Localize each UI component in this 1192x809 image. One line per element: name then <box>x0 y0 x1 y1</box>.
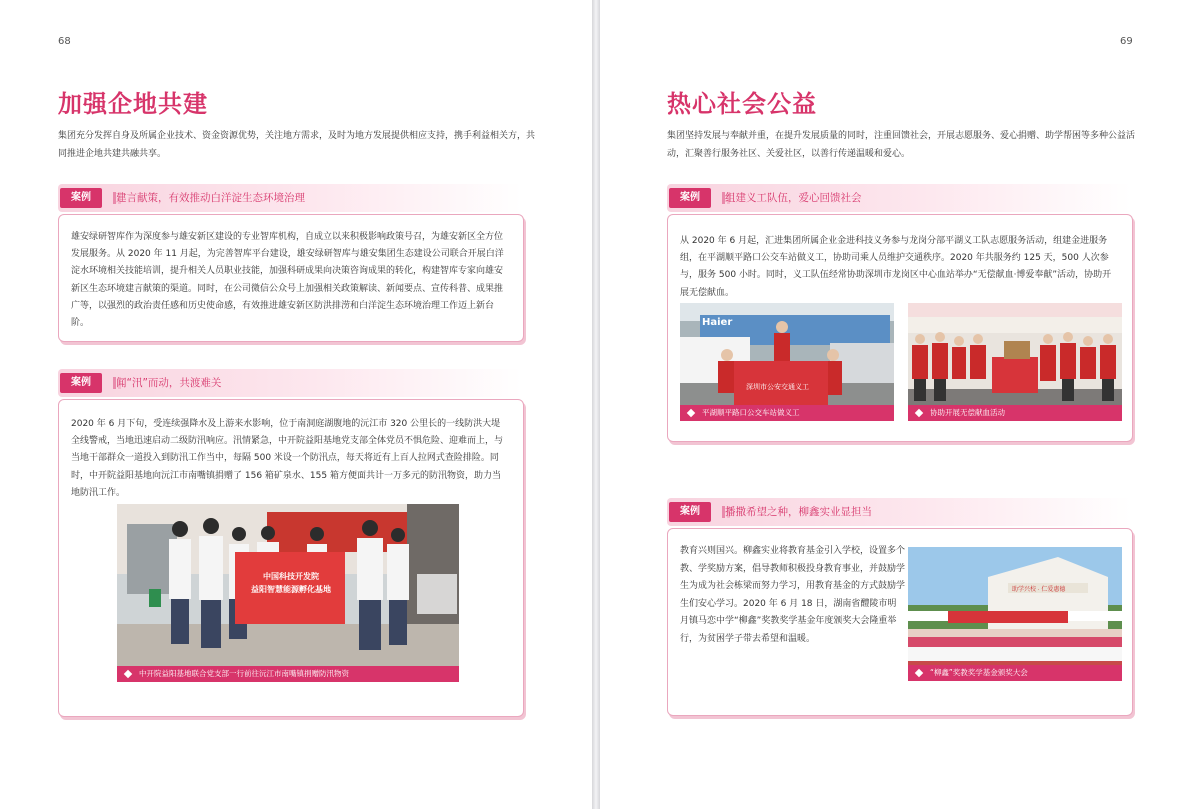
caption-text: 中开院益阳基地联合党支部一行前往沅江市南嘴镇捐赠防汛物资 <box>139 669 349 678</box>
case-box-left-1 <box>58 214 524 342</box>
scholarship-ceremony-photo <box>908 547 1122 681</box>
volunteer-traffic-photo <box>680 303 894 421</box>
banner-line-2: 益阳智慧能源孵化基地 <box>251 585 331 594</box>
left-page <box>0 0 592 809</box>
photo-caption <box>680 405 894 421</box>
svg-text:深圳市公安交通义工: 深圳市公安交通义工 <box>746 384 809 391</box>
haier-sign: Haier <box>702 317 733 328</box>
diamond-icon <box>124 670 132 678</box>
case-title: 播撒希望之种，柳鑫实业显担当 <box>725 506 872 518</box>
case-title: 建言献策，有效推动白洋淀生态环境治理 <box>116 192 305 204</box>
flood-donation-photo <box>117 504 459 682</box>
diamond-icon <box>687 409 695 417</box>
case-header-right-2 <box>667 498 1131 526</box>
photo-caption <box>908 665 1122 681</box>
case-header-right-1 <box>667 184 1131 212</box>
right-page <box>600 0 1192 809</box>
case-title: 闻“汛”而动，共渡难关 <box>116 377 222 389</box>
diamond-icon <box>915 669 923 677</box>
book-spine <box>592 0 600 809</box>
case-title: 组建义工队伍，爱心回馈社会 <box>725 192 862 204</box>
case-tag: 案例 <box>60 373 102 393</box>
case-tag: 案例 <box>669 188 711 208</box>
case-tag: 案例 <box>60 188 102 208</box>
svg-text:助学兴校 · 仁爱惠德: 助学兴校 · 仁爱惠德 <box>1012 587 1066 593</box>
case-header-left-1 <box>58 184 522 212</box>
case-text: 2020 年 6 月下旬，受连续强降水及上游来水影响，位于南洞庭湖腹地的沅江市 320 公里长的一线防洪大堤全线警戒，当地迅速启动二级防汛响应。汛情紧急，中开院益阳基地党支部全体党员不惧危险、迎难而上，与当地干部群众一道投入到防汛工作当中，每隔 500 米设一个防汛点，每天将近有上百人拉网式查险排险。同时，中开院益阳基地向沅江市南嘴镇捐赠了 156 箱矿泉水、155 箱方便面共计一万多元的防汛物资，助力当地防汛工作。 <box>71 419 504 498</box>
photo-caption <box>117 666 459 682</box>
page-number-right: 69 <box>1120 36 1133 47</box>
caption-text: “柳鑫”奖教奖学基金颁奖大会 <box>930 668 1028 677</box>
case-header-left-2 <box>58 369 522 397</box>
page-number-left: 68 <box>58 36 71 47</box>
diamond-icon <box>915 409 923 417</box>
case-text: 雄安绿研智库作为深度参与雄安新区建设的专业智库机构，自成立以来积极影响政策号召，为雄安新区全方位发展服务。从 2020 年 11 月起，为完善智库平台建设，雄安绿研智库与雄安集团生态建设公司联合开展白洋淀水环境相关技能培训，提升相关人员职业技能，加强科研成果向决策咨询成果的转化，构建智库专家向雄安新区生态环境建言献策的渠道。同时，在公司微信公众号上加强相关政策解读、新闻要点、宣传科普、成果推广等，以强烈的政治责任感和历史使命感，有效推进雄安新区防洪排涝和白洋淀生态环境治理工作迈上新台阶。 <box>71 232 504 329</box>
case-box-right-2 <box>667 528 1133 716</box>
section-title-left: 加强企地共建 <box>58 89 208 118</box>
intro-left: 集团充分发挥自身及所属企业技术、资金资源优势，关注地方需求，及时为地方发展提供相应支持，携手利益相关方，共同推进企地共建共融共享。 <box>58 131 536 159</box>
case-box-right-1 <box>667 214 1133 442</box>
section-title-right: 热心社会公益 <box>667 89 817 118</box>
caption-text: 协助开展无偿献血活动 <box>930 408 1005 417</box>
case-tag: 案例 <box>669 502 711 522</box>
intro-right: 集团坚持发展与奉献并重，在提升发展质量的同时，注重回馈社会，开展志愿服务、爱心捐赠、助学帮困等多种公益活动，汇聚善行服务社区、关爱社区，以善行传递温暖和爱心。 <box>667 131 1136 159</box>
case-box-left-2 <box>58 399 524 717</box>
blood-donation-photo <box>908 303 1122 421</box>
case-text: 教育兴则国兴。柳鑫实业将教育基金引入学校，设置多个教、学奖励方案，倡导教师积极投身教育事业，并鼓励学生为成为社会栋梁而努力学习，用教育基金的方式鼓励学生们安心学习。2020 年 6 月 18 日，湖南省醴陵市明月镇马恋中学“柳鑫”奖教奖学基金年度颁奖大会隆重举行，为贫困学子带去希望和温暖。 <box>680 546 906 644</box>
photo-caption <box>908 405 1122 421</box>
case-text: 从 2020 年 6 月起，汇进集团所属企业金进科技义务参与龙岗分部平湖义工队志愿服务活动，组建金进服务组，在平湖顺平路口公交车站做义工，协助司乘人员维护交通秩序。2020 年共服务约 125 天，500 人次参与，服务 500 小时。同时，义工队伍经常协助深圳市龙岗区中心血站举办“无偿献血·博爱奉献”活动，协助开展无偿献血。 <box>680 236 1112 298</box>
banner-line-1: 中国科技开发院 <box>263 572 319 581</box>
caption-text: 平湖顺平路口公交车站做义工 <box>702 408 800 417</box>
